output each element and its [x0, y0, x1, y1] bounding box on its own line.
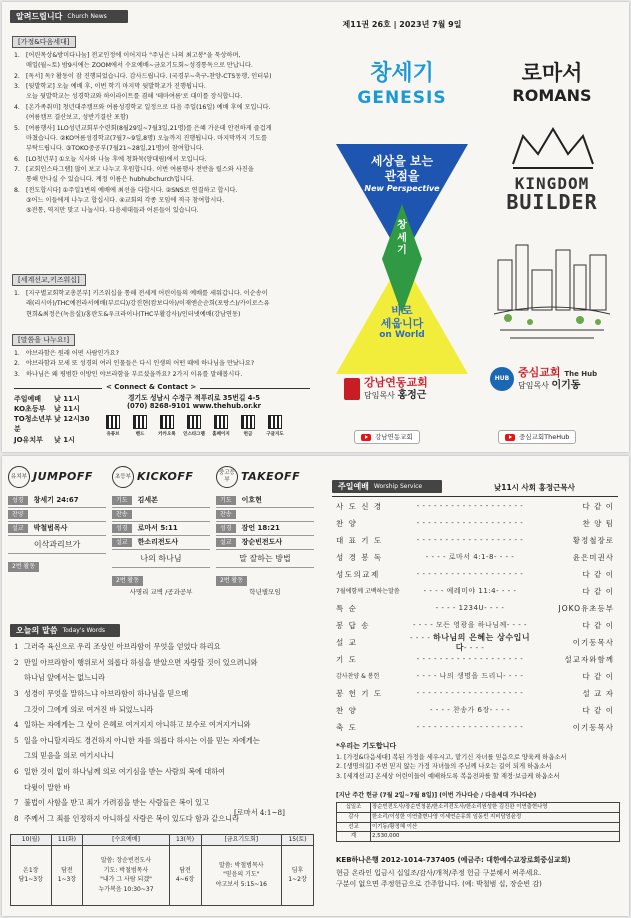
news-item: 6. [LO첫년부] ①오늘 식사와 나눔 후에 청화묵(양대림)에서 모입니다. [14, 155, 207, 163]
bottom-page [2, 456, 629, 916]
news-item: 현희&최정은(녹음실)/홍란도&우크라이나(THC부활강사)/인터넷예배(강남연동) [26, 310, 241, 318]
news-item: 통해 만나실 수 있습니다. 계정 이름은 hubhubchurch입니다. [26, 176, 194, 184]
social-link[interactable]: 유튜브 [102, 415, 124, 437]
romans-title-en: ROMANS [512, 86, 592, 106]
dept-badge: 유치부 [8, 466, 30, 488]
worship-item: 대 표 기 도 - - - - - - - - - - - - - - - - - - - 황정철장로 [336, 535, 614, 545]
prayer-item: 2. [생명의길] 주변 믿지 않는 가정 자녀들의 주님께 나오는 길이 되게 하옵소서 [336, 763, 552, 771]
qr-code-icon [214, 415, 228, 429]
dept-badge: 초등부 [112, 466, 134, 488]
kids-row: 설교 장순빈전도사 [216, 536, 314, 550]
worship-item: 축 도 - - - - - - - - - - - - - - - - - - - 이기동목사 [336, 722, 614, 732]
verse-line: 다윗이 말한 바 [24, 782, 71, 792]
issue-line: 제11권 26호 | 2023년 7월 9일 [342, 20, 462, 29]
news-item: 1. [지구별교회학교총본부] 키즈워십을 통해 전세계 어린이들의 예배를 세워갑니다. 이순송이 [14, 290, 268, 297]
worship-title-en: Worship Service [373, 482, 423, 490]
kids-programs [8, 456, 320, 616]
kids-activity: 2번 활동 사명리 교벽 /공과공부 [112, 576, 210, 602]
church-address-block [94, 394, 294, 437]
offering-row: 선교 이기동/황정혜 이산 [337, 822, 620, 832]
worship-time-leader: 낮11시 사회 홍정근목사 [494, 483, 575, 492]
kids-row: 말 잘하는 방법 [216, 550, 314, 568]
kids-row: 기도 김세본 [112, 494, 210, 508]
news-item: 7. [교회인스타그램] 많이 보고 나누고 후원합니다. 이번 여름행사 전반을 릴스와 사진을 [14, 165, 254, 173]
genesis-cover [332, 20, 472, 448]
romans-church-name-en: The Hub [564, 370, 598, 378]
social-link[interactable]: 인스타그램 [183, 415, 205, 437]
prayer-list [336, 753, 620, 781]
section-mission: [세계선교,키즈워십] [12, 274, 86, 286]
kids-row: 찬양 [8, 508, 106, 522]
qr-code-icon [106, 415, 120, 429]
item-number: 3. [14, 370, 20, 378]
news-list-family [14, 52, 310, 218]
dept-logo: KICKOFF [137, 470, 194, 484]
worship-item: 성도의교제 - - - - - - - - - - - - - - - - - - - 다 같 이 [336, 569, 614, 579]
qr-code-icon [268, 415, 282, 429]
item-number: 6. [14, 155, 20, 163]
qr-code-icon [187, 415, 201, 429]
genesis-church-block [344, 376, 464, 402]
news-item: ⑤전통, 역지만 맞고 나눕시다. 다음세대들과 어른들이 있습니다. [26, 207, 199, 215]
social-link[interactable]: 구글지도 [264, 415, 286, 437]
youtube-link-gangnam[interactable]: 강남연동교회 [354, 430, 420, 444]
news-item: 오늘 뒷발학교는 성경학교와 하이라이트를 겸해 '테마여름'로 대미를 장식합니다. [26, 93, 243, 101]
city-sketch-illustration [490, 230, 614, 348]
verse-line: 1 그러즉 육신으로 우리 조상인 아브라함이 무엇을 얻었다 하리요 [14, 642, 221, 651]
romans-title-kr: 로마서 [521, 61, 583, 85]
kids-row: 이삭과리브가 [8, 536, 106, 554]
item-number: 8. [14, 186, 20, 194]
genesis-tagline-bottom: 바로 세웁니다 on World [379, 304, 425, 341]
top-page [2, 2, 629, 452]
news-item: (여름캠프 결산보고, 성반기결산 포함) [26, 114, 129, 122]
news-list-discussion [14, 350, 310, 381]
news-item: 2. 야브라함과 모세 또 성경의 여러 인물들은 다시 인생의 어떤 때에 하나님을 만났나요? [14, 360, 255, 368]
qr-code-icon [133, 415, 147, 429]
kids-activity: 2번 활동 학년별모임 [216, 576, 314, 602]
verse-line: 하나님 앞에서는 없느니라 [24, 673, 105, 683]
youtube-icon [361, 434, 371, 441]
item-number: 1. [14, 350, 20, 357]
genesis-church-name: 강남연동교회 [364, 376, 428, 389]
item-number: 5. [14, 124, 20, 132]
contact-title: < Connect & Contact > [102, 383, 200, 392]
worship-item: 설 교 - - - - 하나님의 은혜는 상수입니다- - - - 이기동목사 [336, 632, 614, 652]
worship-item: 감사찬양 & 봉헌 - - - - 나의 생명을 드리니- - - - 다 같 이 [336, 671, 614, 681]
service-time-row: KO초등부 낮 11시 [14, 405, 80, 414]
word-title: 오늘의 말씀 [16, 625, 58, 635]
worship-title: 주일예배 [338, 481, 369, 491]
verse-line: 4 일하는 자에게는 그 삯이 은혜로 여겨지지 아니하고 보수로 여겨지거니와 [14, 720, 251, 730]
kids-row: 성경 창세기 24:67 [8, 494, 106, 508]
section-discussion: [말씀을 나누요!] [12, 334, 75, 346]
word-title-en: Today's Words [62, 626, 106, 634]
worship-item: 특 순 - - - - 1234U- - - - JOKO유초등부 [336, 603, 614, 613]
verse-line: 7 불법이 사함을 받고 죄가 가려짐을 받는 사람들은 복이 있고 [14, 798, 209, 808]
genesis-tagline-mid: 창 세 기 [397, 220, 407, 256]
news-item: 2. [독서] 독? 활동이 잠 진행되었습니다. 감사드립니다. (국경부~축구-찬양-CTS동행, 인터뷰) [14, 72, 272, 80]
bank-account: KEB하나은행 2012-1014-737405 (예금주: 대한예수교장로회중심교회) [336, 856, 571, 864]
item-number: 1. [14, 52, 20, 59]
schedule-header: 10(월) 11(화) [수요예배] 13(목) [금요기도회] 15(토) [11, 835, 314, 846]
qr-code-icon [160, 415, 174, 429]
news-item: 부탁드립니다. ③TOKO중공부(7월21~28일,21명)이 참여합니다. [26, 145, 204, 153]
service-time-row: 주일예배 낮 11시 [14, 395, 80, 403]
verse-line: 2 만일 아브라함이 행위로서 의롭다 하심을 받았으면 자랑할 것이 있으려니와 [14, 657, 258, 667]
kids-row: 찬송 [112, 508, 210, 522]
prayer-item: 1. [가정&다음세대] 복된 가정을 세우시고, 맡기신 자녀를 믿음으로 양육케 하옵소서 [336, 754, 567, 761]
kids-column [216, 464, 314, 602]
dept-badge: 중고등부 [216, 466, 238, 488]
crown-icon [508, 124, 598, 174]
news-item: 4. [온가족취미] 청년대주캠프와 여름성경학교 일정으로 다음 주일(16일) 예배 후에 모입니다. [14, 103, 271, 111]
worship-item: 찬 양 - - - - 찬송가 6장- - - - 다 같 이 [336, 705, 614, 715]
pastor-role: 담임목사 [364, 390, 395, 400]
kids-column [8, 464, 106, 588]
prayer-title: *우리는 기도합니다 [336, 742, 397, 750]
worship-item: 7월에함께 고백하는말씀 - - - - 예레미야 11:4- - - - 다 같 이 [336, 586, 614, 596]
kids-row: 성경 잠언 18:21 [216, 522, 314, 536]
kids-row: 설교 한소리전도사 [112, 536, 210, 550]
service-times [14, 394, 90, 445]
kids-row: 설교 박철범목사 [8, 522, 106, 536]
romans-pastor-name: 이기동 [551, 379, 581, 391]
church-logo-icon [344, 378, 360, 400]
item-number: 2. [14, 360, 20, 368]
youtube-icon [505, 434, 515, 441]
worship-order [336, 498, 614, 736]
romans-church-name: 중심교회 [518, 366, 561, 379]
verse-line: 그의 믿음을 의로 여기시나니 [24, 751, 115, 761]
church-address: 경기도 성남시 수정구 적푸리로 35번길 4-5 [127, 394, 261, 402]
prayer-item: 3. [세계선교] 온세상 어린이들이 예배하도록 복음전파를 할 재정·보급케 하옵소서 [336, 772, 560, 780]
news-item: 3. 하나님은 왜 평범한 이방인 야브라함을 부르셨을까요? 2가지 이유를 말해봅시다. [14, 370, 243, 378]
worship-item: 사 도 신 경 - - - - - - - - - - - - - - - - - - - 다 같 이 [336, 501, 614, 511]
scripture-text [14, 642, 310, 830]
verse-line: 5 일을 아니할지라도 경건하지 아니한 자를 의롭다 하시는 이를 믿는 자에게는 [14, 735, 260, 745]
service-time-row: TO청소년부 낮 12시30분 [14, 415, 90, 434]
issue-date: 2023년 7월 9일 [399, 20, 462, 29]
word-header [10, 624, 120, 637]
item-number: 1. [14, 290, 20, 297]
pastor-name: 홍정근 [397, 389, 427, 401]
church-phone: (070) 8268-9101 www.thehub.or.kr [126, 402, 262, 411]
social-link[interactable]: 카카오톡 [156, 415, 178, 437]
news-item: 3. [뒷발학교] 오늘 예배 후, 이번 학기 마지막 뒷발학교가 진행됩니다. [14, 83, 206, 91]
genesis-title-kr: 창세기 [370, 61, 434, 86]
worship-item: 성 경 봉 독 - - - - 로마서 4:1-8- - - - 윤은미권사 [336, 552, 614, 562]
kids-row: 기도 이호현 [216, 494, 314, 508]
social-link[interactable]: 홈페이지 [210, 415, 232, 437]
worship-item: 봉 헌 기 도 - - - - - - - - - - - - - - - - - - - 설 교 자 [336, 688, 614, 698]
offering-title: [지난 주간 헌금 (7월 2일~7월 8일)] (이번 가나다순 / 다음세대 가나다순) [336, 792, 537, 799]
news-item: 8. [전도합시다] ①주일1번의 예배에 최선을 다합시다. ②SNS로 연결하고 합시다. [14, 186, 238, 194]
news-title: 알려드립니다 [16, 11, 63, 21]
news-item: 1. 야브라함은 원래 어떤 사람인가요? [14, 350, 119, 357]
kids-column [112, 464, 210, 602]
worship-item: 봉 답 송 - - - - 모든 영광을 하나님께- - - - 다 같 이 [336, 620, 614, 630]
dept-logo: JUMPOFF [33, 470, 93, 484]
news-item: 매일(월~토) 밤9시에는 ZOOM에서 수요예배~금요기도회~성경통독으로 만납니다. [26, 62, 253, 70]
weekly-schedule [10, 834, 314, 906]
offering-row: 감사 한소리/이성한 이연출현나영 이세연순유희 임동빈 지비담엄윤정 [337, 812, 620, 822]
scripture-ref: [로마서 4:1~8] [234, 808, 285, 817]
worship-header [332, 480, 442, 493]
genesis-tagline-top: 세상을 보는 관점을 New Perspective [364, 154, 440, 193]
worship-divider [332, 496, 618, 497]
genesis-title-en: GENESIS [357, 87, 447, 108]
news-item: 마쳤습니다. ②KO여름성경학교(7월7~9일,8명) 오늘까지 진행됩니다. 마지막까지 기도를 [26, 134, 267, 142]
kids-row: 나의 하나님 [112, 550, 210, 568]
news-list-mission [14, 290, 310, 321]
qr-code-icon [241, 415, 255, 429]
social-links [94, 415, 294, 437]
kids-row: 성경 로마서 5:11 [112, 522, 210, 536]
verse-line: 8 주께서 그 죄를 인정하지 아니하실 사람은 복이 있도다 함과 같으니라 [14, 813, 239, 823]
romans-church-block [490, 366, 620, 392]
issue-number: 제11권 26호 [342, 20, 391, 29]
kingdom-builder-wordmark: KINGDOM BUILDER [506, 174, 598, 214]
item-number: 7. [14, 165, 20, 173]
worship-item: 찬 양 - - - - - - - - - - - - - - - - - - - 찬 양 팀 [336, 518, 614, 528]
hub-logo-icon: HUB [490, 367, 514, 391]
offering-table [336, 802, 620, 842]
kids-activity: 2번 활동 [8, 562, 106, 588]
bank-note: 현금 온라인 입금시 십일조/감사/개척/주정 헌금 구분해서 써주세요. 구분이 없으면 주정헌금으로 간주합니다. (예: 박철범 십, 장순빈 감) [336, 869, 542, 888]
item-number: 3. [14, 83, 20, 91]
social-link[interactable]: 헌금 [237, 415, 259, 437]
romans-pastor-role: 담임목사 [518, 380, 549, 390]
news-title-en: Church News [67, 12, 107, 20]
verse-line: 그것이 그에게 의로 여겨진 바 되었느니라 [24, 704, 154, 714]
youtube-link-hub[interactable]: 중심교회TheHub [498, 430, 576, 444]
item-number: 4. [14, 103, 20, 111]
service-time-row: JO유치부 낮 1시 [14, 435, 75, 444]
dept-logo: TAKEOFF [241, 470, 301, 484]
verse-line: 6 일한 것이 없이 하나님께 의로 여기심을 받는 사람의 복에 대하여 [14, 767, 226, 776]
kids-row: 찬송 [216, 508, 314, 522]
offering-row: 계 2,530,000 [337, 832, 620, 842]
item-number: 2. [14, 72, 20, 80]
section-family: [가정&다음세대] [12, 36, 76, 48]
social-link[interactable]: 밴드 [129, 415, 151, 437]
news-item: 1. [어린목상&방미다나눔] 전교인정에 이어지다 "주님은 나의 최고봉"을 묵상하며, [14, 52, 241, 59]
offering-row: 십일조 장순빈전도사/장순빈청분/한소리전도사/한소리원성한 김진완 이연출현나영 [337, 803, 620, 813]
romans-cover [480, 22, 624, 448]
schedule-row: 온1장 담1~3장 담전 1~3장 말씀: 장순빈전도사 기도: 박철범목사 "내가 그 사람 되겠" 누가복음 10:30~37 담전 4~6장 말씀: 박철범목사 "믿음의 기도" 야고보서 5:15~16 딤후 1~2장 [11, 845, 314, 905]
verse-line: 3 성경이 무엇을 말하느냐 아브라함이 하나님을 믿으매 [14, 688, 189, 698]
news-item: ③어느 이들에게 나누고 합십시다. ④교회의 각종 모임에 적극 참여합시다. [26, 197, 225, 205]
news-item: 5. [여름행사] 1LO성년교회부수련회(8월29일~7월3일,21명)를 은혜 가운데 안전하게 즐겁게 [14, 124, 272, 132]
worship-item: 기 도 - - - - - - - - - - - - - - - - - - - 설교자와함께 [336, 654, 614, 664]
news-header [10, 10, 128, 23]
news-item: 래(리시아)/THC예전라서예배(부르디)/강진현(캄보디아)/이재엔순순희(포랑스)/카이로스유 [26, 300, 270, 308]
